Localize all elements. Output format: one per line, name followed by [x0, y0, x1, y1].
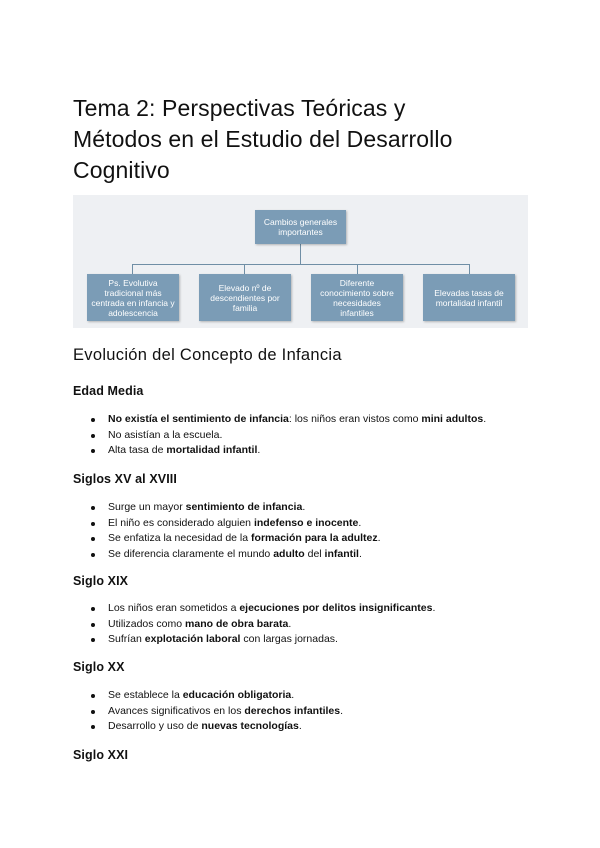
list-item: [88, 688, 343, 704]
title-line: Métodos en el Estudio del Desarrollo: [73, 126, 453, 152]
text-run: El niño es considerado alguien: [108, 516, 254, 529]
bold-text: ejecuciones por delitos insignificantes: [239, 602, 433, 614]
text-run: .: [358, 516, 362, 529]
text-run: : los niños eran vistos como: [288, 413, 422, 425]
diagram-child-node: Ps. Evolutiva tradicional más centrada en infancia y adolescencia: [87, 274, 179, 321]
text-run: Se diferencia claramente el mundo: [108, 547, 274, 560]
text-run: .: [483, 413, 487, 425]
bold-text: No existía el sentimiento de infancia: [108, 413, 289, 425]
text-run: Utilizados como: [108, 617, 186, 630]
text-run: .: [288, 617, 292, 630]
title-line: Tema 2: Perspectivas Teóricas y: [73, 95, 406, 121]
period-heading-siglo-xxi: Siglo XXI: [73, 748, 129, 762]
text-run: .: [432, 602, 436, 614]
list-item: [88, 704, 343, 720]
text-run: Se enfatiza la necesidad de la: [108, 532, 252, 544]
connector-vertical-child-2: [244, 264, 245, 274]
section-heading: Evolución del Concepto de Infancia: [73, 346, 342, 364]
bold-text: sentimiento de infancia: [185, 501, 303, 513]
bold-text: nuevas tecnologías: [201, 720, 299, 732]
text-run: del: [304, 547, 325, 560]
bullet-list-siglos-xv-xviii: [88, 500, 381, 562]
text-run: .: [302, 501, 306, 513]
list-item: [88, 428, 486, 444]
bold-text: mano de obra barata: [185, 617, 289, 630]
title-line: Cognitivo: [73, 157, 170, 183]
connector-vertical-child-1: [132, 264, 133, 274]
text-run: .: [298, 720, 302, 732]
bold-text: derechos infantiles: [244, 704, 341, 717]
text-run: .: [358, 547, 362, 560]
list-item: [88, 547, 381, 563]
list-item: [88, 443, 486, 459]
list-item: [88, 719, 343, 735]
connector-vertical-child-4: [469, 264, 470, 274]
connector-horizontal: [132, 264, 470, 265]
text-run: .: [340, 704, 344, 717]
list-item: [88, 601, 435, 617]
text-run: No asistían a la escuela.: [108, 428, 223, 441]
bold-text: explotación laboral: [144, 633, 241, 645]
text-run: Avances significativos en los: [108, 704, 245, 717]
bullet-list-siglo-xix: [88, 601, 435, 648]
hierarchy-diagram: [73, 195, 528, 328]
text-run: .: [257, 444, 261, 456]
text-run: Alta tasa de: [108, 444, 167, 456]
text-run: .: [377, 532, 381, 544]
diagram-child-node: Diferente conocimiento sobre necesidades infantiles: [311, 274, 403, 321]
period-heading-edad-media: Edad Media: [73, 384, 144, 398]
text-run: .: [291, 689, 295, 701]
bold-text: adulto: [273, 547, 305, 560]
text-run: Se establece la: [108, 689, 183, 701]
diagram-child-node: Elevado nº de descendientes por familia: [199, 274, 291, 321]
list-item: [88, 531, 381, 547]
diagram-root-node: Cambios generales importantes: [255, 210, 346, 244]
period-heading-siglo-xix: Siglo XIX: [73, 574, 129, 588]
text-run: Desarrollo y uso de: [108, 720, 202, 732]
diagram-child-node: Elevadas tasas de mortalidad infantil: [423, 274, 515, 321]
text-run: Surge un mayor: [108, 501, 186, 513]
list-item: [88, 516, 381, 532]
bullet-list-edad-media: [88, 412, 486, 459]
text-run: con largas jornadas.: [240, 633, 338, 645]
list-item: [88, 617, 435, 633]
connector-vertical-child-3: [357, 264, 358, 274]
bold-text: infantil: [324, 547, 359, 560]
bold-text: mortalidad infantil: [166, 444, 258, 456]
period-heading-siglos-xv-xviii: Siglos XV al XVIII: [73, 472, 177, 486]
bold-text: formación para la adultez: [251, 532, 378, 544]
period-heading-siglo-xx: Siglo XX: [73, 660, 125, 674]
document-title: [73, 93, 553, 186]
list-item: [88, 412, 486, 428]
bullet-list-siglo-xx: [88, 688, 343, 735]
list-item: [88, 632, 435, 648]
connector-vertical-root: [300, 244, 301, 264]
text-run: Sufrían: [108, 633, 145, 645]
bold-text: mini adultos: [421, 413, 484, 425]
bold-text: educación obligatoria: [182, 689, 292, 701]
bold-text: indefenso e inocente: [253, 516, 359, 529]
text-run: Los niños eran sometidos a: [108, 602, 240, 614]
list-item: [88, 500, 381, 516]
